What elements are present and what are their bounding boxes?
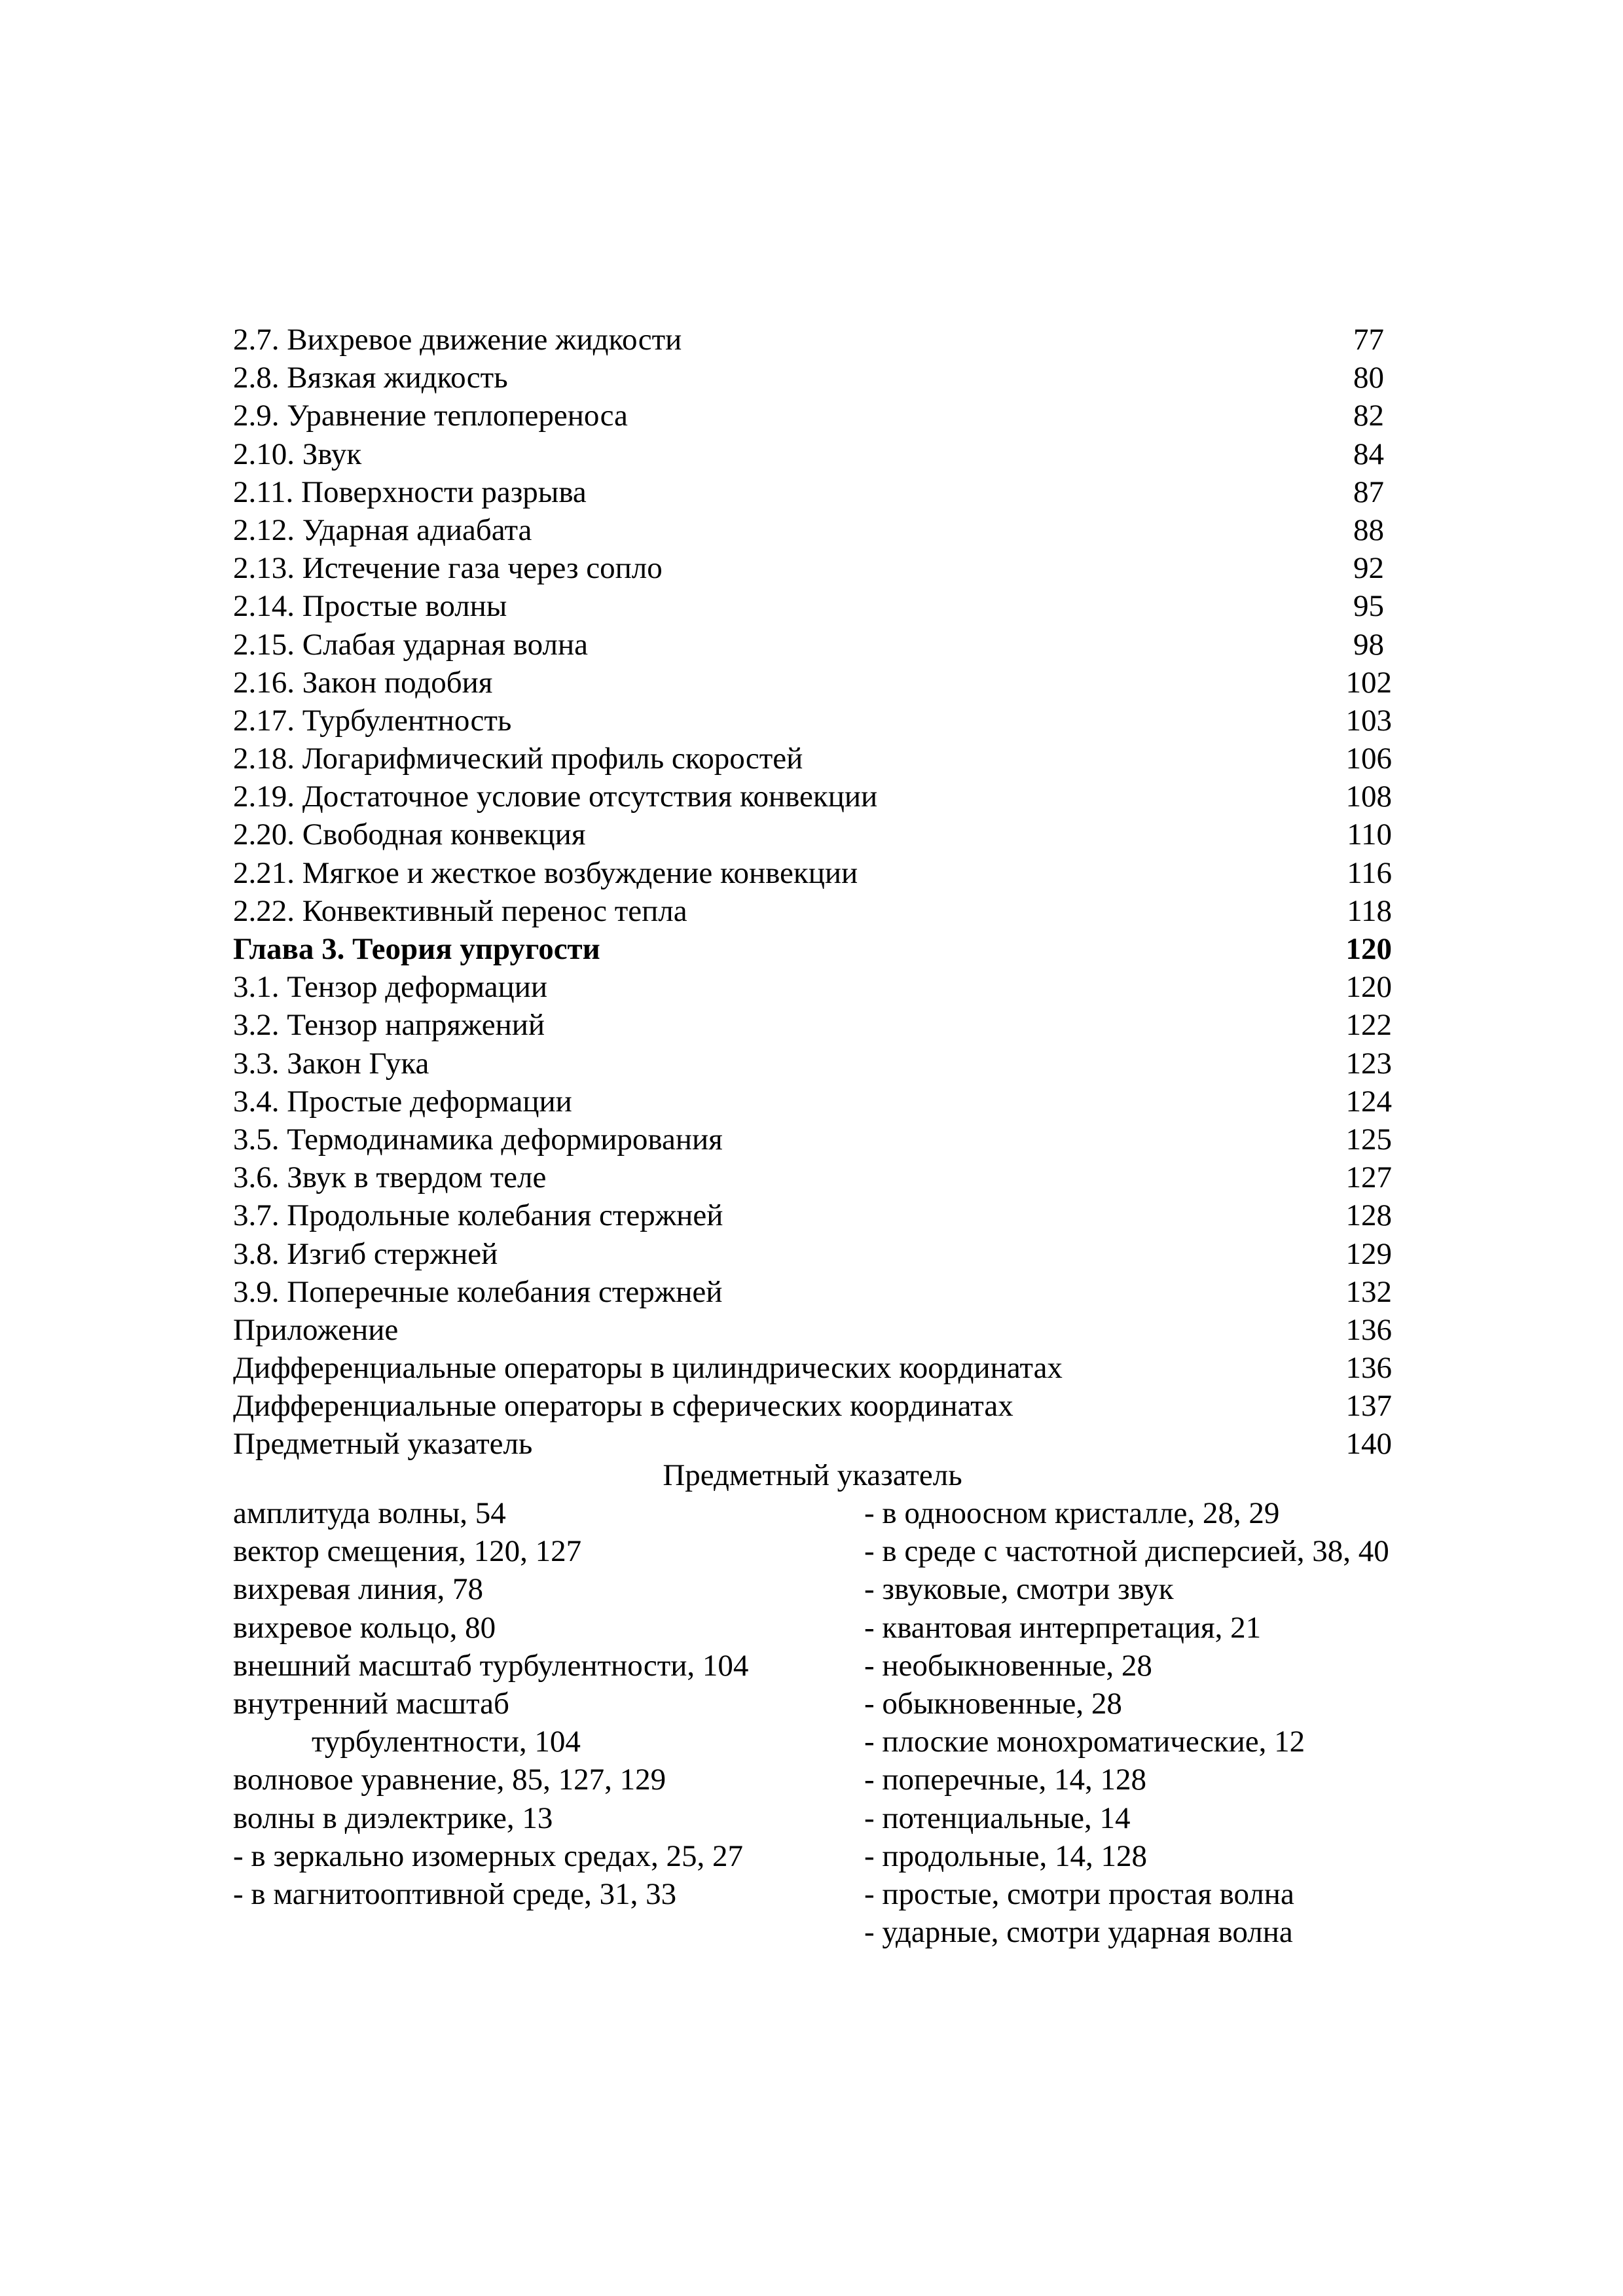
toc-row <box>233 1083 1392 1121</box>
toc-page-number: 108 <box>1345 780 1392 814</box>
index-entry: вихревое кольцо, 80 <box>233 1610 496 1645</box>
toc-row <box>233 1349 1392 1387</box>
toc-page-number: 120 <box>1345 970 1392 1005</box>
toc-page-number: 84 <box>1353 437 1384 471</box>
toc-page-number: 87 <box>1353 475 1384 509</box>
table-of-contents <box>233 321 1392 1463</box>
toc-page-number: 127 <box>1345 1160 1392 1195</box>
index-entry: волны в диэлектрике, 13 <box>233 1801 553 1835</box>
toc-page-number: 77 <box>1353 323 1384 357</box>
toc-row <box>233 1121 1392 1158</box>
toc-title: 3.6. Звук в твердом теле <box>233 1160 547 1195</box>
toc-row <box>233 740 1392 778</box>
toc-row <box>233 816 1392 853</box>
toc-page-number: 136 <box>1345 1312 1392 1347</box>
index-entry: - необыкновенные, 28 <box>864 1648 1152 1683</box>
toc-page-number: 132 <box>1345 1274 1392 1309</box>
toc-row <box>233 702 1392 740</box>
index-entry: внешний масштаб турбулентности, 104 <box>233 1648 749 1683</box>
index-entry: волновое уравнение, 85, 127, 129 <box>233 1763 666 1797</box>
toc-row <box>233 1158 1392 1196</box>
toc-title: 2.15. Слабая ударная волна <box>233 627 588 662</box>
toc-page-number: 128 <box>1345 1198 1392 1233</box>
toc-page-number: 106 <box>1345 742 1392 776</box>
toc-page-number: 140 <box>1345 1427 1392 1462</box>
toc-title: 2.7. Вихревое движение жидкости <box>233 323 682 357</box>
index-entry: - в среде с частотной дисперсией, 38, 40 <box>864 1534 1389 1569</box>
index-column-right <box>864 1494 1401 1951</box>
index-entry: - ударные, смотри ударная волна <box>864 1915 1293 1950</box>
toc-row <box>233 473 1392 511</box>
toc-page-number: 82 <box>1353 399 1384 433</box>
toc-page-number: 95 <box>1353 589 1384 624</box>
index-entry: - в одноосном кристалле, 28, 29 <box>864 1496 1280 1530</box>
toc-page-number: 129 <box>1345 1236 1392 1271</box>
toc-page-number: 88 <box>1353 512 1384 547</box>
toc-title: 2.11. Поверхности разрыва <box>233 475 587 509</box>
toc-page-number: 123 <box>1345 1046 1392 1081</box>
toc-page-number: 137 <box>1345 1389 1392 1424</box>
index-column-left <box>233 1494 848 1913</box>
toc-page-number: 98 <box>1353 627 1384 662</box>
toc-row <box>233 435 1392 473</box>
toc-title: 2.19. Достаточное условие отсутствия конвекции <box>233 780 878 814</box>
toc-row <box>233 1196 1392 1234</box>
index-entry: амплитуда волны, 54 <box>233 1496 506 1530</box>
toc-title: 3.9. Поперечные колебания стержней <box>233 1274 723 1309</box>
toc-title: 2.10. Звук <box>233 437 362 471</box>
toc-title: 2.16. Закон подобия <box>233 665 493 700</box>
toc-title: 2.8. Вязкая жидкость <box>233 361 508 395</box>
toc-title: 2.9. Уравнение теплопереноса <box>233 399 628 433</box>
toc-row <box>233 968 1392 1006</box>
index-entry: - простые, смотри простая волна <box>864 1877 1294 1912</box>
index-heading: Предметный указатель <box>663 1458 962 1492</box>
toc-page-number: 122 <box>1345 1008 1392 1043</box>
toc-row <box>233 1273 1392 1311</box>
toc-page-number: 136 <box>1345 1351 1392 1386</box>
toc-title: Приложение <box>233 1312 399 1347</box>
toc-row <box>233 359 1392 397</box>
toc-row <box>233 397 1392 435</box>
index-entry: внутренний масштаб турбулентности, 104 <box>233 1687 581 1759</box>
toc-title: 2.17. Турбулентность <box>233 703 512 738</box>
index-entry: - потенциальные, 14 <box>864 1801 1131 1835</box>
index-entry: - звуковые, смотри звук <box>864 1572 1174 1607</box>
index-entry: - в магнитооптивной среде, 31, 33 <box>233 1877 677 1912</box>
toc-title: 2.18. Логарифмический профиль скоростей <box>233 742 803 776</box>
toc-row <box>233 854 1392 892</box>
toc-row <box>233 626 1392 664</box>
toc-title: 2.21. Мягкое и жесткое возбуждение конвекции <box>233 855 858 890</box>
index-entry: - обыкновенные, 28 <box>864 1687 1122 1721</box>
toc-page-number: 92 <box>1353 551 1384 586</box>
toc-row <box>233 778 1392 816</box>
toc-title: 2.12. Ударная адиабата <box>233 512 532 547</box>
toc-page-number: 80 <box>1353 361 1384 395</box>
index-entry: - поперечные, 14, 128 <box>864 1763 1146 1797</box>
toc-row <box>233 892 1392 930</box>
index-entry: вектор смещения, 120, 127 <box>233 1534 582 1569</box>
toc-page-number: 103 <box>1345 703 1392 738</box>
toc-title: 3.2. Тензор напряжений <box>233 1008 545 1043</box>
toc-title: Глава 3. Теория упругости <box>233 932 600 966</box>
toc-title: 3.4. Простые деформации <box>233 1084 572 1119</box>
toc-row <box>233 1006 1392 1044</box>
toc-row <box>233 664 1392 702</box>
toc-title: Предметный указатель <box>233 1427 533 1462</box>
toc-row <box>233 1235 1392 1273</box>
toc-row <box>233 1311 1392 1349</box>
toc-title: Дифференциальные операторы в цилиндрических координатах <box>233 1351 1063 1386</box>
toc-title: 3.3. Закон Гука <box>233 1046 429 1081</box>
toc-title: 2.20. Свободная конвекция <box>233 817 586 852</box>
toc-title: Дифференциальные операторы в сферических координатах <box>233 1389 1013 1424</box>
index-entry: - в зеркально изомерных средах, 25, 27 <box>233 1839 743 1873</box>
toc-row <box>233 1387 1392 1425</box>
toc-row <box>233 321 1392 359</box>
toc-page-number: 120 <box>1345 932 1392 966</box>
toc-row <box>233 587 1392 625</box>
index-entry: - продольные, 14, 128 <box>864 1839 1147 1873</box>
toc-title: 2.14. Простые волны <box>233 589 507 624</box>
toc-page-number: 124 <box>1345 1084 1392 1119</box>
index-entry: - квантовая интерпретация, 21 <box>864 1610 1262 1645</box>
toc-chapter-heading <box>233 930 1392 968</box>
toc-page-number: 102 <box>1345 665 1392 700</box>
toc-title: 2.13. Истечение газа через сопло <box>233 551 663 586</box>
toc-page-number: 118 <box>1347 893 1392 928</box>
toc-title: 3.7. Продольные колебания стержней <box>233 1198 723 1233</box>
toc-page-number: 110 <box>1347 817 1392 852</box>
toc-page-number: 125 <box>1345 1122 1392 1157</box>
index-entry: - плоские монохроматические, 12 <box>864 1725 1305 1759</box>
toc-page-number: 116 <box>1347 855 1392 890</box>
index-entry: вихревая линия, 78 <box>233 1572 484 1607</box>
toc-row <box>233 511 1392 549</box>
toc-title: 3.8. Изгиб стержней <box>233 1236 498 1271</box>
toc-row <box>233 549 1392 587</box>
toc-title: 2.22. Конвективный перенос тепла <box>233 893 687 928</box>
toc-row <box>233 1045 1392 1083</box>
toc-title: 3.5. Термодинамика деформирования <box>233 1122 723 1157</box>
toc-title: 3.1. Тензор деформации <box>233 970 548 1005</box>
